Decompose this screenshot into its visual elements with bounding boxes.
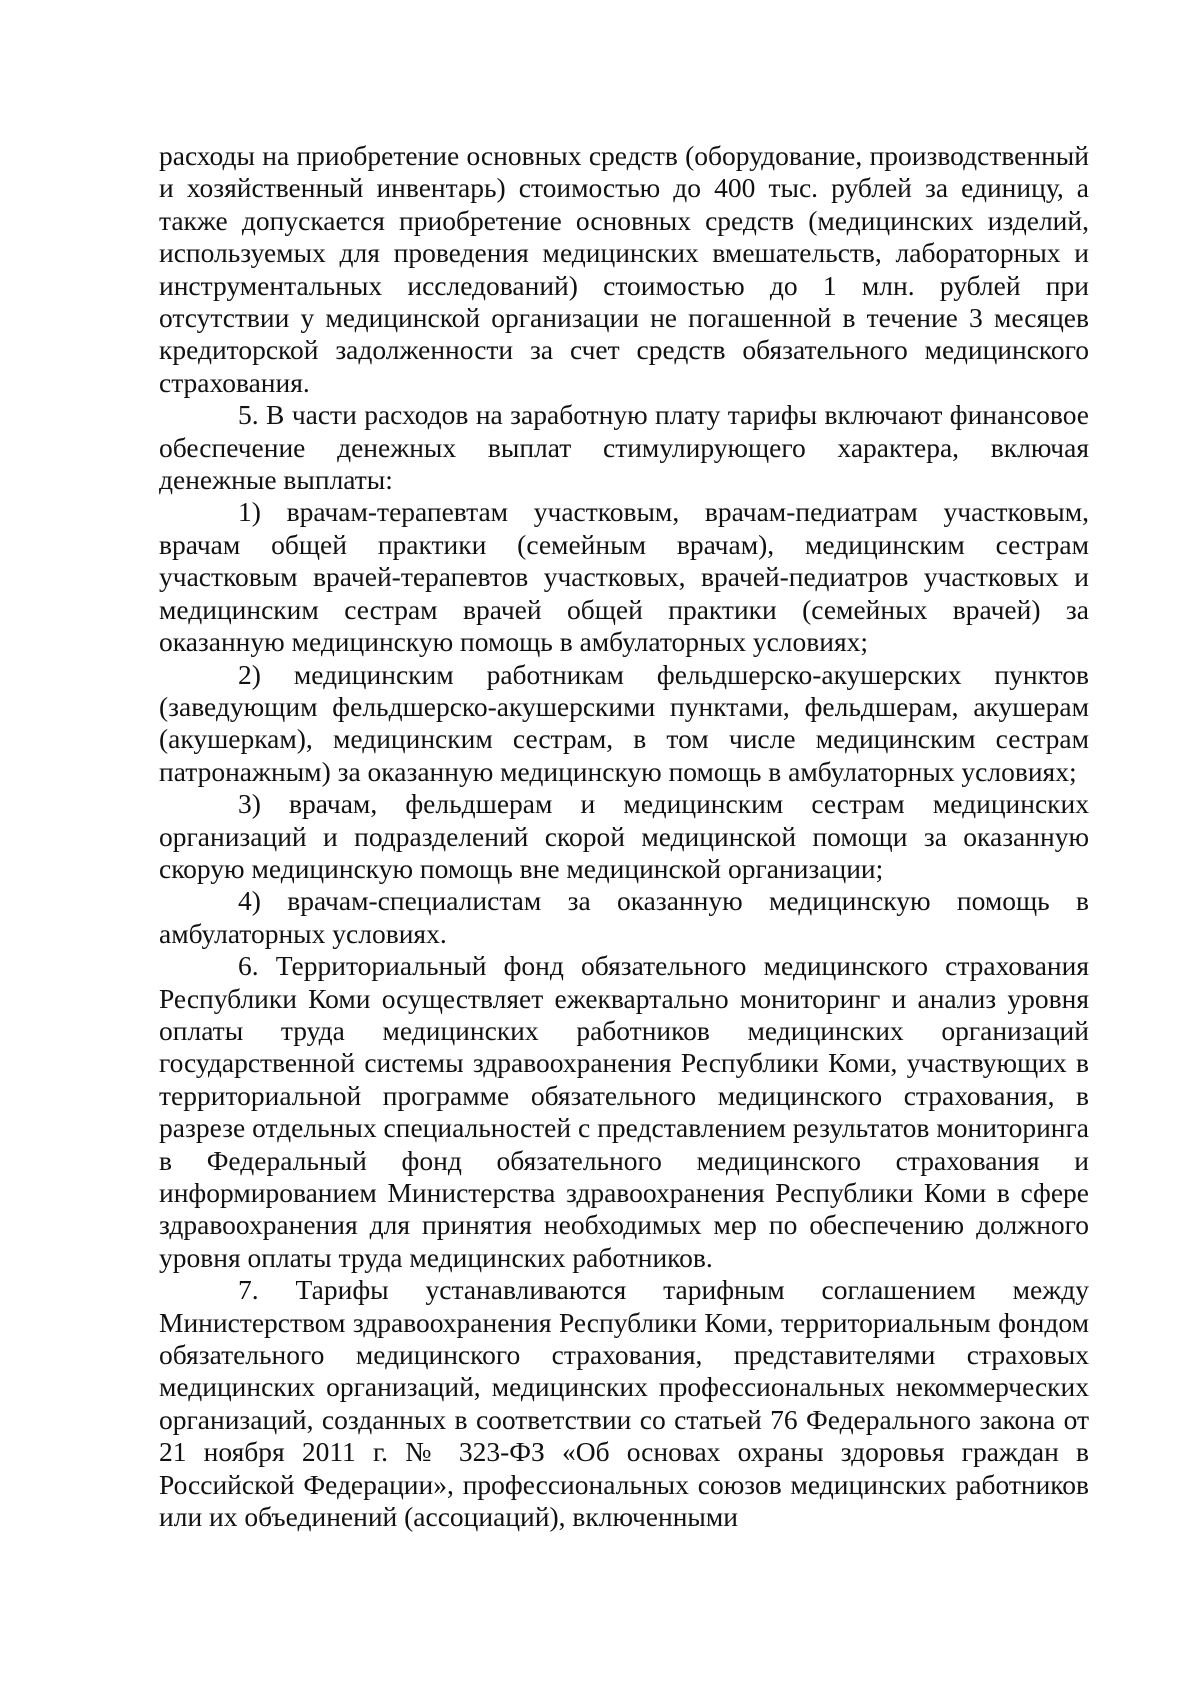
paragraph-continuation-capital-expenses: расходы на приобретение основных средств (оборудование, производственный и хозяйственный инвентарь) стоимостью до 400 тыс. рублей за единицу, а также допускается приобретение основных средств (медицинских изделий, используемых для проведения медицинских вмешательств, лабораторных и инструментальных исследований) стоимостью до 1 млн. рублей при отсутствии у медицинской организации не погашенной в течение 3 месяцев кредиторской задолженности за счет средств обязательного медицинского страхования. [159,140,1089,398]
list-item-2: 2) медицинским работникам фельдшерско-акушерских пунктов (заведующим фельдшерско-акушерскими пунктами, фельдшерам, акушерам (акушеркам), медицинским сестрам, в том числе медицинским сестрам патронажным) за оказанную медицинскую помощь в амбулаторных условиях; [159,658,1089,787]
paragraph-item-5: 5. В части расходов на заработную плату тарифы включают финансовое обеспечение денежных выплат стимулирующего характера, включая денежные выплаты: [159,399,1089,496]
list-item-1: 1) врачам-терапевтам участковым, врачам-педиатрам участковым, врачам общей практики (семейным врачам), медицинским сестрам участковым врачей-терапевтов участковых, врачей-педиатров участковых и медицинским сестрам врачей общей практики (семейных врачей) за оказанную медицинскую помощь в амбулаторных условиях; [159,496,1089,658]
paragraph-item-7: 7. Тарифы устанавливаются тарифным соглашением между Министерством здравоохранения Республики Коми, территориальным фондом обязательного медицинского страхования, представителями страховых медицинских организаций, медицинских профессиональных некоммерческих организаций, созданных в соответствии со статьей 76 Федерального закона от 21 ноября 2011 г. № 323-ФЗ «Об основах охраны здоровья граждан в Российской Федерации», профессиональных союзов медицинских работников или их объединений (ассоциаций), включенными [159,1274,1089,1533]
document-page [159,140,1089,1533]
list-item-3: 3) врачам, фельдшерам и медицинским сестрам медицинских организаций и подразделений скорой медицинской помощи за оказанную скорую медицинскую помощь вне медицинской организации; [159,788,1089,884]
list-item-4: 4) врачам-специалистам за оказанную медицинскую помощь в амбулаторных условиях. [159,885,1089,949]
paragraph-item-6: 6. Территориальный фонд обязательного медицинского страхования Республики Коми осуществляет ежеквартально мониторинг и анализ уровня оплаты труда медицинских работников медицинских организаций государственной системы здравоохранения Республики Коми, участвующих в территориальной программе обязательного медицинского страхования, в разрезе отдельных специальностей с представлением результатов мониторинга в Федеральный фонд обязательного медицинского страхования и информированием Министерства здравоохранения Республики Коми в сфере здравоохранения для принятия необходимых мер по обеспечению должного уровня оплаты труда медицинских работников. [159,950,1089,1273]
